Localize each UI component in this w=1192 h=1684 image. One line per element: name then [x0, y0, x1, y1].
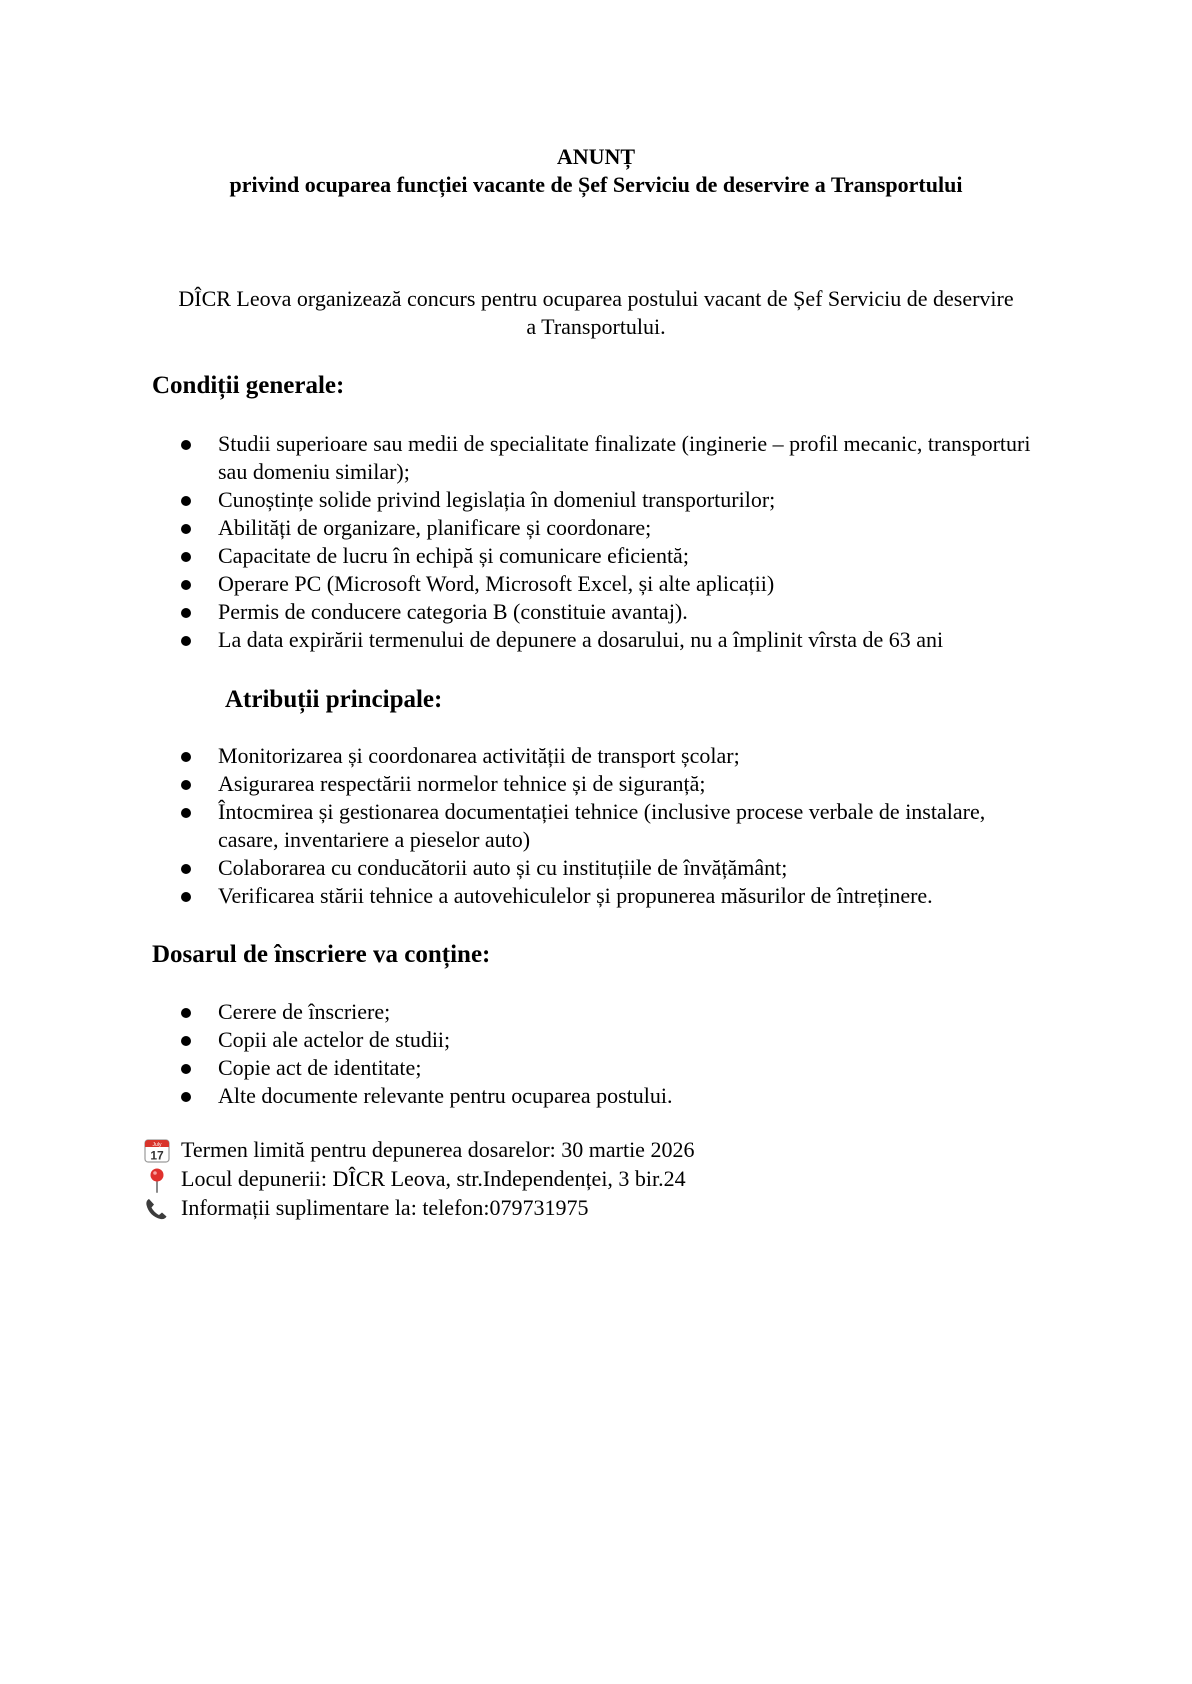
- bullet-icon: [181, 580, 191, 590]
- heading-dosar-inscriere: Dosarul de înscriere va conține:: [152, 941, 491, 968]
- calendar-month: July: [152, 1142, 162, 1148]
- heading-atributii-principale: Atribuții principale:: [225, 686, 443, 713]
- list-item: Copie act de identitate;: [0, 1054, 1192, 1082]
- contact-info: [143, 1136, 1043, 1223]
- location-text: Locul depunerii: DÎCR Leova, str.Independenței, 3 bir.24: [181, 1166, 686, 1191]
- list-item: Permis de conducere categoria B (constituie avantaj).: [0, 598, 1192, 626]
- deadline-text: Termen limită pentru depunerea dosarelor: 30 martie 2026: [181, 1137, 695, 1162]
- list-item: Cerere de înscriere;: [0, 998, 1192, 1026]
- bullet-icon: [181, 892, 191, 902]
- list-item: Monitorizarea și coordonarea activității de transport școlar;: [0, 742, 1192, 770]
- list-item: Verificarea stării tehnice a autovehiculelor și propunerea măsurilor de întreținere.: [0, 882, 1192, 910]
- bullet-icon: [181, 808, 191, 818]
- list-atributii-principale: [0, 742, 1192, 910]
- title-line-2: privind ocuparea funcției vacante de Șef Serviciu de deservire a Transportului: [229, 172, 963, 197]
- calendar-icon: [143, 1138, 171, 1164]
- list-item: Colaborarea cu conducătorii auto și cu instituțiile de învățământ;: [0, 854, 1192, 882]
- phone-line: [143, 1194, 1043, 1223]
- bullet-icon: [181, 496, 191, 506]
- announcement-title: [150, 143, 1042, 199]
- list-conditii-generale: [0, 430, 1192, 654]
- bullet-icon: [181, 1036, 191, 1046]
- deadline-line: [143, 1136, 1043, 1165]
- list-item: Operare PC (Microsoft Word, Microsoft Excel, și alte aplicații): [0, 570, 1192, 598]
- list-item: Asigurarea respectării normelor tehnice și de siguranță;: [0, 770, 1192, 798]
- list-item: Alte documente relevante pentru ocuparea postului.: [0, 1082, 1192, 1110]
- list-dosar-inscriere: [0, 998, 1192, 1110]
- list-item: Întocmirea și gestionarea documentației tehnice (inclusive procese verbale de instalare, casare, inventariere a pieselor auto): [0, 798, 1192, 854]
- list-item: La data expirării termenului de depunere a dosarului, nu a împlinit vîrsta de 63 ani: [0, 626, 1192, 654]
- bullet-icon: [181, 608, 191, 618]
- list-item: Abilități de organizare, planificare și coordonare;: [0, 514, 1192, 542]
- pin-icon: [143, 1167, 171, 1193]
- phone-text: Informații suplimentare la: telefon:079731975: [181, 1195, 589, 1220]
- bullet-icon: [181, 1092, 191, 1102]
- list-item: Capacitate de lucru în echipă și comunicare eficientă;: [0, 542, 1192, 570]
- list-item: Cunoștințe solide privind legislația în domeniul transporturilor;: [0, 486, 1192, 514]
- calendar-day: 17: [150, 1148, 164, 1163]
- heading-conditii-generale: Condiții generale:: [152, 372, 345, 399]
- bullet-icon: [181, 752, 191, 762]
- bullet-icon: [181, 524, 191, 534]
- bullet-icon: [181, 440, 191, 450]
- phone-icon: [143, 1196, 171, 1222]
- intro-paragraph: DÎCR Leova organizează concurs pentru ocuparea postului vacant de Șef Serviciu de deservire a Transportului.: [178, 286, 1014, 339]
- bullet-icon: [181, 552, 191, 562]
- bullet-icon: [181, 864, 191, 874]
- bullet-icon: [181, 636, 191, 646]
- bullet-icon: [181, 1064, 191, 1074]
- bullet-icon: [181, 780, 191, 790]
- list-item: Copii ale actelor de studii;: [0, 1026, 1192, 1054]
- location-line: [143, 1165, 1043, 1194]
- title-line-1: ANUNȚ: [556, 144, 636, 169]
- list-item: Studii superioare sau medii de specialitate finalizate (inginerie – profil mecanic, transporturi sau domeniu similar);: [0, 430, 1192, 486]
- bullet-icon: [181, 1008, 191, 1018]
